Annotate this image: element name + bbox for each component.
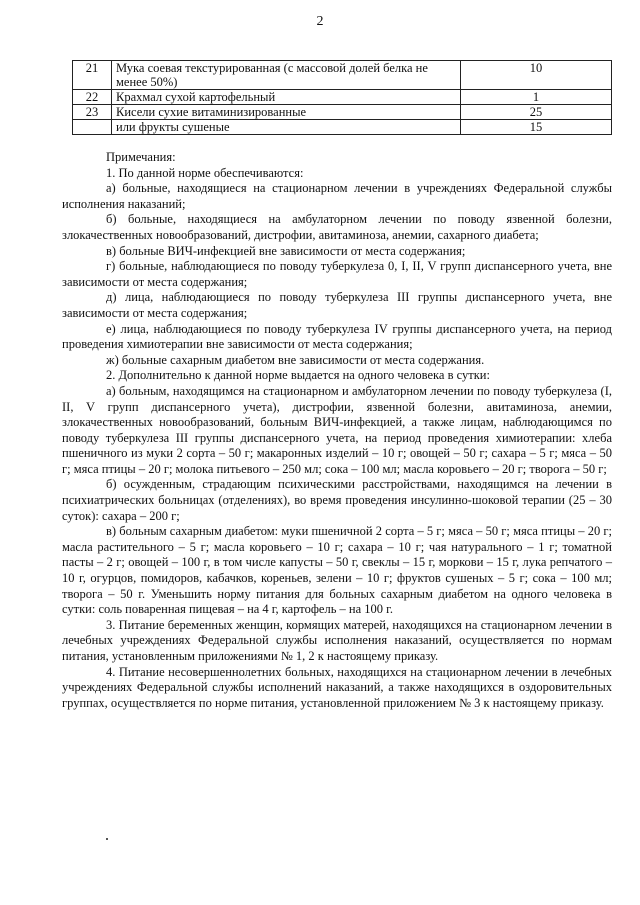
- food-norms-table: [72, 60, 612, 135]
- product-quantity: 10: [461, 61, 612, 90]
- table-row: [73, 120, 612, 135]
- note-paragraph: в) больным сахарным диабетом: муки пшеничной 2 сорта – 5 г; мяса – 50 г; мяса птицы – 20 г; масла растительного – 5 г; масла коровьего – 10 г; сахара – 10 г; чая натурального – 1 г; томатной пасты – 2 г; овощей – 100 г, в том числе капусты – 50 г, свеклы – 15 г, моркови – 15 г, лука репчатого – 10 г, огурцов, помидоров, кабачков, кореньев, зелени – 10 г; фруктов сушеных – 5 г; сока – 100 мл; творога – 50 г. Уменьшить норму питания для больных сахарным диабетом на одного человека в сутки: соль поваренная пищевая – на 4 г, картофель – на 100 г.: [62, 524, 612, 617]
- note-paragraph: 1. По данной норме обеспечиваются:: [106, 165, 304, 180]
- page-number: 2: [316, 14, 324, 29]
- note-paragraph: а) больным, находящимся на стационарном и амбулаторном лечении по поводу туберкулеза (I, II, V групп диспансерного учета), дистрофии, язвенной болезни, авитаминоза, анемии, злокачественных новообразований, больным ВИЧ-инфекцией, а также лицам, наблюдающимся по поводу туберкулеза III группы диспансерного учета, на период проведения химиотерапии: хлеба пшеничного из муки 2 сорта – 50 г; макаронных изделий – 10 г; овощей – 50 г; сахара – 5 г; мяса – 50 г; мяса птицы – 20 г; молока питьевого – 250 мл; сока – 100 мл; масла коровьего – 20 г; творога – 50 г;: [62, 383, 612, 476]
- product-name: Крахмал сухой картофельный: [112, 90, 461, 105]
- table-row: [73, 61, 612, 90]
- row-number: 22: [73, 90, 112, 105]
- note-paragraph: б) больные, находящиеся на амбулаторном лечении по поводу язвенной болезни, злокачественных новообразований, дистрофии, авитаминоза, анемии, сахарного диабета;: [62, 212, 612, 242]
- product-quantity: 15: [461, 120, 612, 135]
- table-row: [73, 90, 612, 105]
- product-quantity: 25: [461, 105, 612, 120]
- row-number: 21: [73, 61, 112, 90]
- note-paragraph: 3. Питание беременных женщин, кормящих матерей, находящихся на стационарном лечении в лечебных учреждениях Федеральной службы исполнения наказаний, осуществляется по нормам питания, установленным приложениями № 1, 2 к настоящему приказу.: [62, 617, 612, 663]
- note-paragraph: 2. Дополнительно к данной норме выдается на одного человека в сутки:: [106, 368, 490, 383]
- notes-section: [62, 150, 612, 711]
- scan-speck: [106, 838, 108, 840]
- product-name: Мука соевая текстурированная (с массовой долей белка не менее 50%): [112, 61, 461, 90]
- note-paragraph: б) осужденным, страдающим психическими расстройствами, находящимся на лечении в психиатрических больницах (отделениях), во время проведения инсулинно-шоковой терапии (25 – 30 суток): сахара – 200 г;: [62, 477, 612, 523]
- product-name: или фрукты сушеные: [112, 120, 461, 135]
- row-number: 23: [73, 105, 112, 120]
- row-number: [73, 120, 112, 135]
- note-paragraph: 4. Питание несовершеннолетних больных, находящихся на стационарном лечении в лечебных учреждениях Федеральной службы исполнений наказаний, а также находящихся в оздоровительных группах, осуществляется по норме питания, установленной приложением № 3 к настоящему приказу.: [62, 664, 612, 710]
- notes-heading: Примечания:: [106, 150, 176, 164]
- table-row: [73, 105, 612, 120]
- note-paragraph: г) больные, наблюдающиеся по поводу туберкулеза 0, I, II, V групп диспансерного учета, вне зависимости от места содержания;: [62, 259, 612, 289]
- note-paragraph: е) лица, наблюдающиеся по поводу туберкулеза IV группы диспансерного учета, на период проведения химиотерапии вне зависимости от места содержания;: [62, 321, 612, 352]
- note-paragraph: в) больные ВИЧ-инфекцией вне зависимости от места содержания;: [106, 243, 466, 258]
- note-paragraph: д) лица, наблюдающиеся по поводу туберкулеза III группы диспансерного учета, вне зависимости от места содержания;: [62, 290, 612, 320]
- note-paragraph: а) больные, находящиеся на стационарном лечении в учреждениях Федеральной службы исполнения наказаний;: [62, 181, 612, 211]
- product-quantity: 1: [461, 90, 612, 105]
- note-paragraph: ж) больные сахарным диабетом вне зависимости от места содержания.: [106, 352, 485, 367]
- product-name: Кисели сухие витаминизированные: [112, 105, 461, 120]
